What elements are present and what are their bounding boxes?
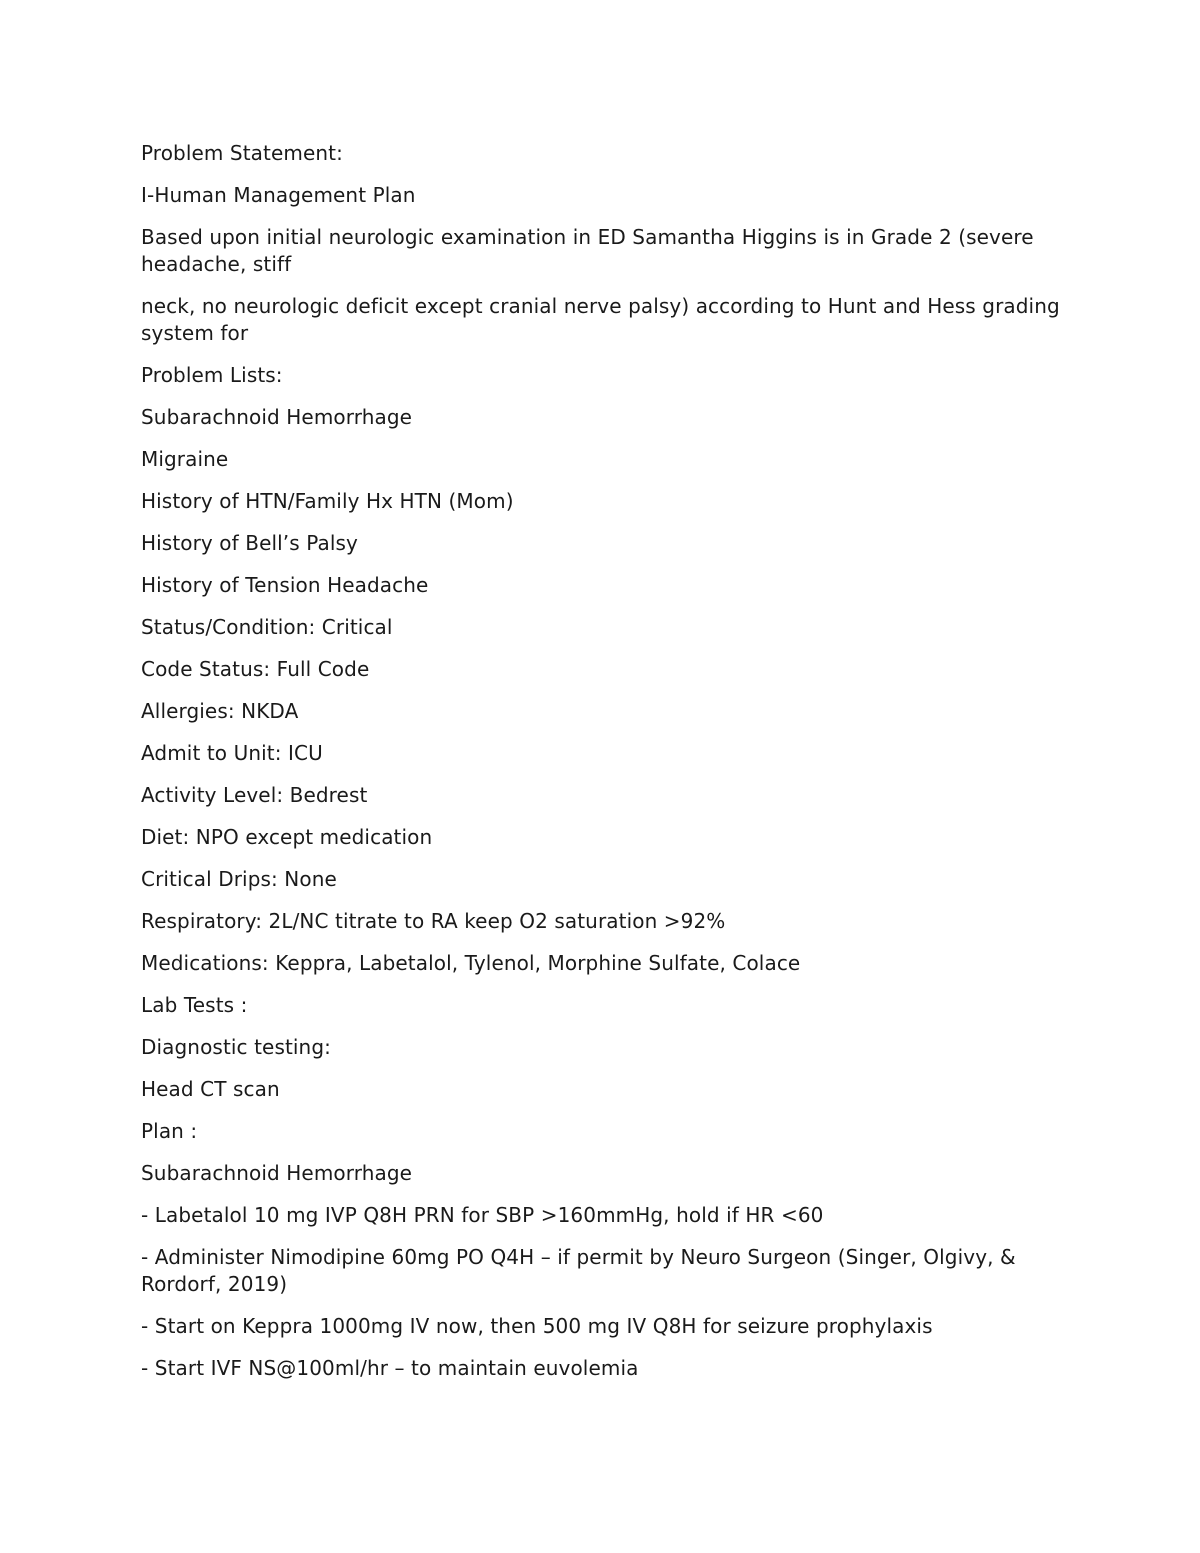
plan-heading: Plan : — [141, 1119, 198, 1143]
lab-tests-heading: Lab Tests : — [141, 993, 248, 1017]
document-page — [141, 140, 1061, 1397]
medications: Medications: Keppra, Labetalol, Tylenol, Morphine Sulfate, Colace — [141, 951, 801, 975]
plan-problem: Subarachnoid Hemorrhage — [141, 1161, 413, 1185]
critical-drips: Critical Drips: None — [141, 867, 337, 891]
plan-item: - Administer Nimodipine 60mg PO Q4H – if permit by Neuro Surgeon (Singer, Olgivy, & Rordorf, 2019) — [141, 1245, 1016, 1296]
problem-item: Subarachnoid Hemorrhage — [141, 405, 413, 429]
plan-item: - Start on Keppra 1000mg IV now, then 500 mg IV Q8H for seizure prophylaxis — [141, 1314, 933, 1338]
code-status: Code Status: Full Code — [141, 657, 370, 681]
plan-item: - Start IVF NS@100ml/hr – to maintain euvolemia — [141, 1356, 639, 1380]
respiratory: Respiratory: 2L/NC titrate to RA keep O2 saturation >92% — [141, 909, 726, 933]
plan-item: - Labetalol 10 mg IVP Q8H PRN for SBP >160mmHg, hold if HR <60 — [141, 1203, 824, 1227]
admit-unit: Admit to Unit: ICU — [141, 741, 323, 765]
diet: Diet: NPO except medication — [141, 825, 433, 849]
problem-item: History of Bell’s Palsy — [141, 531, 358, 555]
problem-item: Migraine — [141, 447, 229, 471]
status-condition: Status/Condition: Critical — [141, 615, 393, 639]
allergies: Allergies: NKDA — [141, 699, 299, 723]
diagnostic-item: Head CT scan — [141, 1077, 280, 1101]
problem-lists-heading: Problem Lists: — [141, 363, 283, 387]
diagnostic-testing-heading: Diagnostic testing: — [141, 1035, 331, 1059]
plan-title: I-Human Management Plan — [141, 183, 416, 207]
problem-statement-heading: Problem Statement: — [141, 141, 343, 165]
assessment-paragraph-2: neck, no neurologic deficit except cranial nerve palsy) according to Hunt and Hess grading system for — [141, 294, 1060, 345]
problem-item: History of Tension Headache — [141, 573, 429, 597]
activity-level: Activity Level: Bedrest — [141, 783, 368, 807]
problem-item: History of HTN/Family Hx HTN (Mom) — [141, 489, 514, 513]
assessment-paragraph-1: Based upon initial neurologic examination in ED Samantha Higgins is in Grade 2 (severe headache, stiff — [141, 225, 1034, 276]
